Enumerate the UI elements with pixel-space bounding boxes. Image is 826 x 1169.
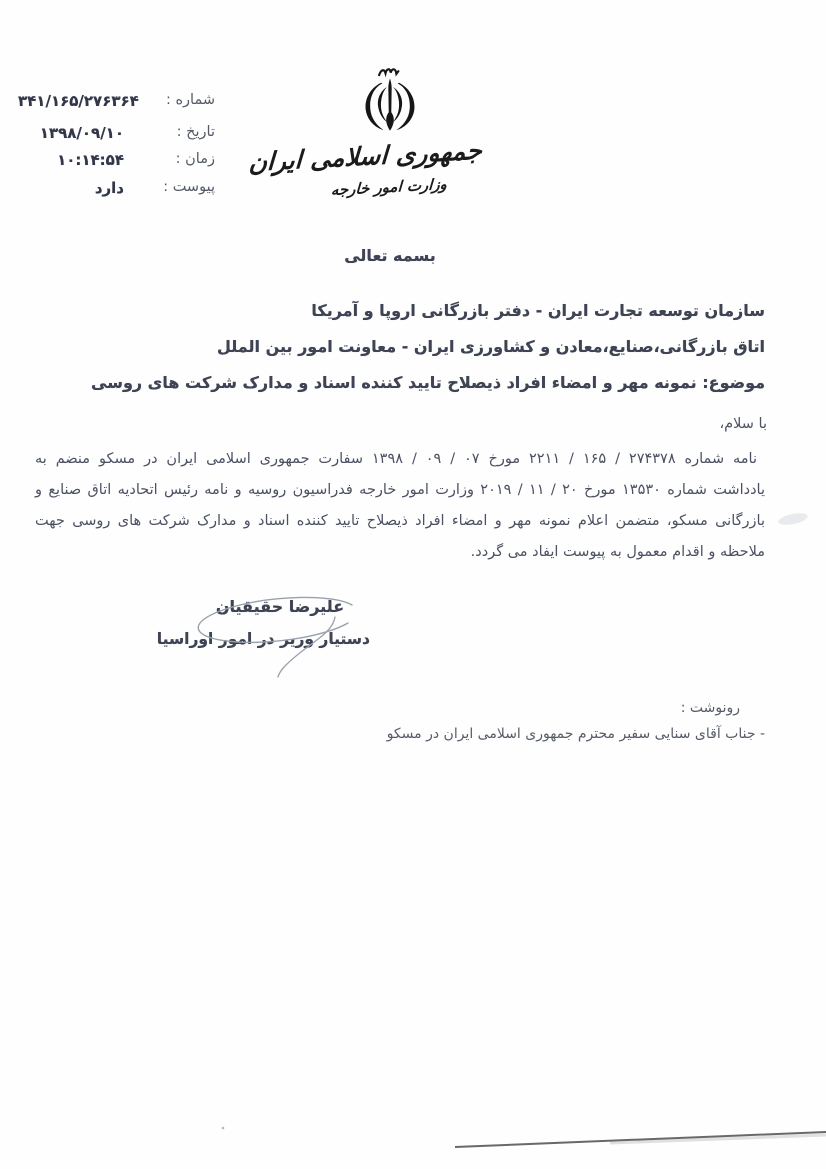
letter-date-value: ۱۳۹۸/۰۹/۱۰	[39, 124, 124, 142]
letter-number-label: شماره :	[165, 92, 215, 108]
cc-label: رونوشت :	[680, 700, 740, 716]
cc-item-1: - جناب آقای سنایی سفیر محترم جمهوری اسلامی ایران در مسکو	[386, 726, 765, 742]
body-line-3: بازرگانی مسکو، متضمن اعلام نمونه مهر و امضاء افراد ذیصلاح تایید کننده اسناد و مدارک شرکت های روسی جهت	[35, 513, 765, 529]
signatory-title: دستیار وزیر در امور اوراسیا	[156, 630, 370, 648]
attachment-label: پیوست :	[163, 179, 215, 195]
letterhead-country-name: جمهوری اسلامی ایران	[248, 135, 483, 177]
salutation: با سلام،	[719, 416, 767, 432]
subject-line: موضوع: نمونه مهر و امضاء افراد ذیصلاح تایید کننده اسناد و مدارک شرکت های روسی	[91, 373, 765, 392]
letter-body	[35, 444, 765, 568]
letter-number-value: ۳۴۱/۱۶۵/۲۷۶۳۶۴	[18, 92, 139, 110]
body-line-1: نامه شماره ۲۷۴۳۷۸ / ۱۶۵ / ۲۲۱۱ مورخ ۰۷ / ۰۹ / ۱۳۹۸ سفارت جمهوری اسلامی ایران در مسکو منضم به	[35, 451, 757, 467]
letter-time-label: زمان :	[175, 151, 215, 167]
recipient-line-2: اتاق بازرگانی،صنایع،معادن و کشاورزی ایران - معاونت امور بین الملل	[216, 337, 765, 356]
iran-coat-of-arms-emblem	[358, 66, 422, 138]
letter-time-value: ۱۰:۱۴:۵۴	[57, 151, 124, 169]
recipient-line-1: سازمان توسعه تجارت ایران - دفتر بازرگانی اروپا و آمریکا	[311, 301, 765, 320]
letterhead-ministry-name: وزارت امور خارجه	[330, 174, 448, 200]
body-line-2: یادداشت شماره ۱۳۵۳۰ مورخ ۲۰ / ۱۱ / ۲۰۱۹ وزارت امور خارجه فدراسیون روسیه و نامه رئیس اتحادیه اتاق صنایع و	[35, 482, 765, 498]
besmele-heading: بسمه تعالی	[344, 246, 436, 265]
attachment-value: دارد	[94, 179, 124, 197]
letter-date-label: تاریخ :	[176, 124, 215, 140]
signatory-name: علیرضا حقیقیان	[215, 597, 345, 616]
body-line-4: ملاحظه و اقدام معمول به پیوست ایفاد می گردد.	[470, 544, 765, 560]
